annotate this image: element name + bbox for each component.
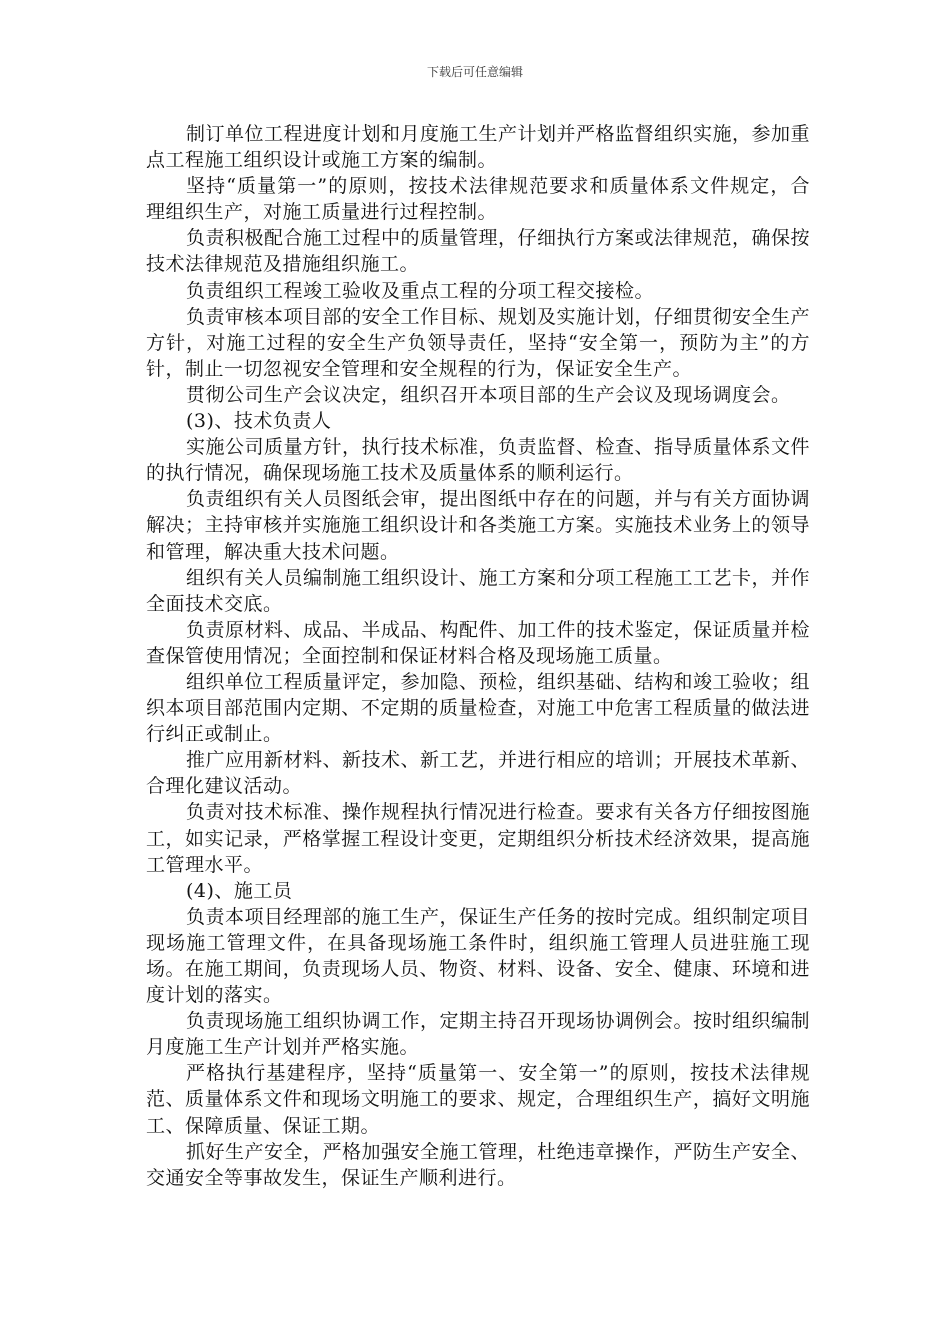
paragraph: 严格执行基建程序，坚持“质量第一、安全第一”的原则，按技术法律规范、质量体系文件和现场文明施工的要求、规定，合理组织生产，搞好文明施工、保障质量、保证工期。 [146, 1062, 810, 1137]
paragraph: 推广应用新材料、新技术、新工艺，并进行相应的培训；开展技术革新、合理化建议活动。 [146, 749, 811, 798]
section-heading-technical-lead: (3)、技术负责人 [186, 410, 332, 433]
page-header-note: 下载后可任意编辑 [426, 65, 523, 79]
paragraph: 制订单位工程进度计划和月度施工生产计划并严格监督组织实施，参加重点工程施工组织设计或施工方案的编制。 [146, 123, 811, 172]
paragraph: 负责审核本项目部的安全工作目标、规划及实施计划，仔细贯彻安全生产方针，对施工过程的安全生产负领导责任，坚持“安全第一，预防为主”的方针，制止一切忽视安全管理和安全规程的行为，保证安全生产。 [146, 305, 811, 380]
paragraph: 组织有关人员编制施工组织设计、施工方案和分项工程施工工艺卡，并作全面技术交底。 [146, 566, 811, 615]
paragraph: 实施公司质量方针，执行技术标准，负责监督、检查、指导质量体系文件的执行情况，确保现场施工技术及质量体系的顺利运行。 [146, 436, 811, 485]
paragraph: 负责组织有关人员图纸会审，提出图纸中存在的问题，并与有关方面协调解决；主持审核并实施施工组织设计和各类施工方案。实施技术业务上的领导和管理，解决重大技术问题。 [146, 488, 811, 563]
paragraph: 负责对技术标准、操作规程执行情况进行检查。要求有关各方仔细按图施工，如实记录，严格掌握工程设计变更，定期组织分析技术经济效果，提高施工管理水平。 [146, 801, 811, 876]
paragraph: 抓好生产安全，严格加强安全施工管理，杜绝违章操作，严防生产安全、交通安全等事故发生，保证生产顺利进行。 [146, 1140, 811, 1189]
paragraph: 贯彻公司生产会议决定，组织召开本项目部的生产会议及现场调度会。 [186, 383, 791, 406]
document-body [146, 121, 810, 1191]
paragraph: 负责组织工程竣工验收及重点工程的分项工程交接检。 [186, 279, 655, 302]
paragraph: 坚持“质量第一”的原则，按技术法律规范要求和质量体系文件规定，合理组织生产，对施工质量进行过程控制。 [146, 175, 810, 224]
paragraph: 负责现场施工组织协调工作，定期主持召开现场协调例会。按时组织编制月度施工生产计划并严格实施。 [146, 1010, 811, 1059]
section-heading-construction-officer: (4)、施工员 [186, 879, 293, 902]
paragraph: 负责原材料、成品、半成品、构配件、加工件的技术鉴定，保证质量并检查保管使用情况；全面控制和保证材料合格及现场施工质量。 [146, 618, 811, 667]
paragraph: 组织单位工程质量评定，参加隐、预检，组织基础、结构和竣工验收；组织本项目部范围内定期、不定期的质量检查，对施工中危害工程质量的做法进行纠正或制止。 [146, 670, 811, 746]
paragraph: 负责本项目经理部的施工生产，保证生产任务的按时完成。组织制定项目现场施工管理文件，在具备现场施工条件时，组织施工管理人员进驻施工现场。在施工期间，负责现场人员、物资、材料、设备、安全、健康、环境和进度计划的落实。 [146, 905, 811, 1007]
paragraph: 负责积极配合施工过程中的质量管理，仔细执行方案或法律规范，确保按技术法律规范及措施组织施工。 [146, 227, 811, 276]
